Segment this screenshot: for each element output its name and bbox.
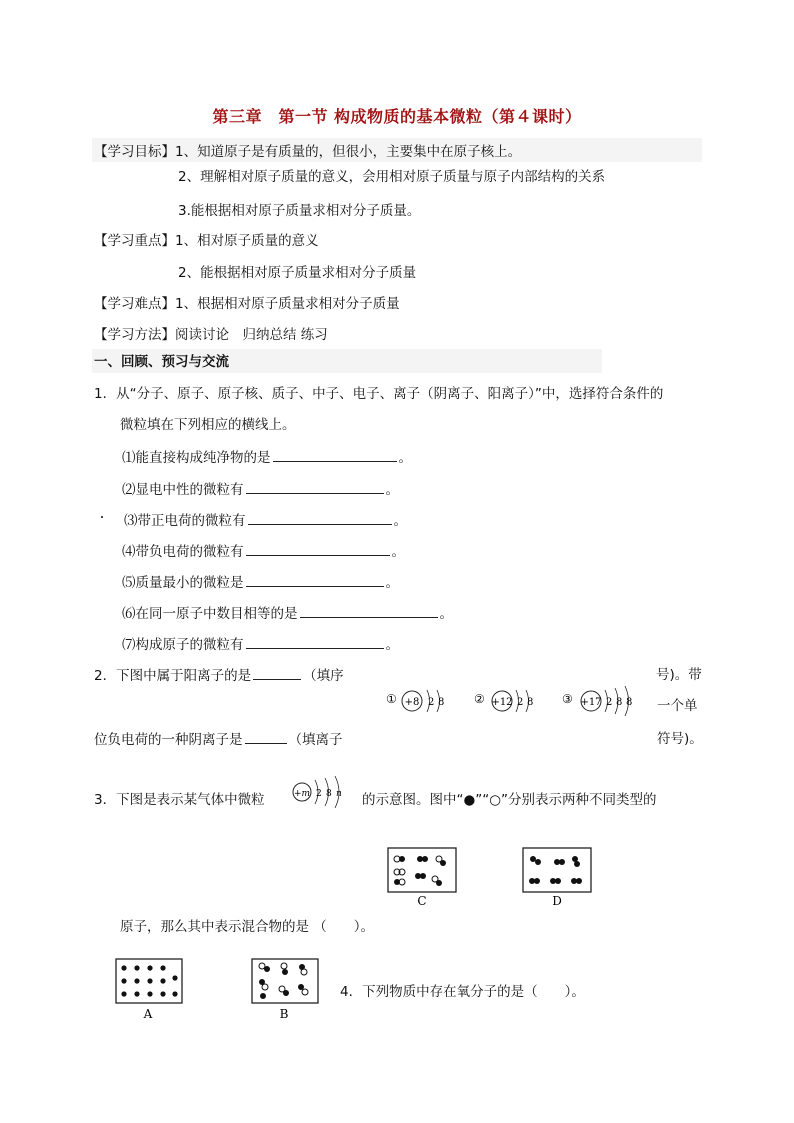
q2-text: （填序: [303, 668, 344, 684]
shell-electrons: 2: [428, 697, 435, 708]
box-frame: [523, 848, 591, 892]
shell-electrons: 8: [626, 697, 633, 708]
item-text: ⑺构成原子的微粒有: [122, 637, 244, 653]
ion-structure-diagrams: [380, 684, 650, 724]
atom-solid: [134, 965, 139, 970]
item-text: ⑷带负电荷的微粒有: [122, 544, 244, 560]
diagram-number: ①: [386, 692, 397, 706]
answer-blank[interactable]: [300, 604, 438, 618]
box-frame: [388, 848, 456, 892]
objective-item: 2、理解相对原子质量的意义，会用相对原子质量与原子内部结构的关系: [178, 169, 606, 185]
question-2-line: [94, 666, 344, 685]
nucleus-charge: +17: [580, 697, 602, 708]
atom-solid: [160, 965, 165, 970]
particle-box-d: [520, 845, 610, 907]
particle-box-c: [385, 845, 475, 907]
item-end: 。: [439, 606, 453, 622]
item-end: 。: [385, 575, 399, 591]
item-text: ⑴能直接构成纯净物的是: [122, 450, 271, 466]
atom-solid: [147, 991, 152, 996]
answer-blank[interactable]: [248, 511, 392, 525]
q2-right-text: 号)。带: [656, 667, 702, 683]
atom-solid: [555, 878, 561, 884]
box-label: C: [417, 894, 427, 908]
particle-box-b: [249, 956, 339, 1022]
objectives-row: [94, 143, 521, 161]
question-1-item: [122, 604, 453, 623]
atom-solid: [422, 856, 428, 862]
q2-text: 2．下图中属于阳离子的是: [94, 668, 252, 684]
shell-electrons: 8: [438, 697, 445, 708]
objectives-tag: 【学习目标】: [94, 144, 175, 160]
method-row: [94, 326, 328, 344]
item-end: 。: [385, 482, 399, 498]
atom-solid: [534, 878, 540, 884]
atom-structure-icon: [288, 775, 352, 815]
answer-blank[interactable]: [246, 573, 384, 587]
key-points-row: [94, 232, 319, 250]
question-3-stem-end: 原子，那么其中表示混合物的是 （ ）。: [120, 919, 375, 935]
atom-hollow: [281, 963, 287, 969]
ion-diagram-3: [562, 686, 632, 716]
question-1-stem: 1．从“分子、原子、原子核、质子、中子、电子、离子（阴离子、阳离子）”中，选择符合条件的: [94, 386, 664, 402]
item-text: ⑵显电中性的微粒有: [122, 482, 244, 498]
item-text: ⑹在同一原子中数目相等的是: [122, 606, 298, 622]
atom-solid: [121, 991, 126, 996]
ion-diagram-1: [386, 690, 444, 712]
atom-hollow: [262, 984, 268, 990]
box-label: A: [143, 1007, 153, 1021]
diagram-number: ③: [562, 692, 573, 706]
q2-right-text: 一个单: [657, 698, 698, 714]
atom-solid: [147, 965, 152, 970]
shell-electrons: n: [336, 789, 342, 799]
atom-hollow: [302, 989, 308, 995]
question-1-item: [122, 542, 405, 561]
question-1-item: [122, 448, 412, 467]
q2-text: 位负电荷的一种阴离子是: [94, 732, 243, 748]
atom-solid: [160, 978, 165, 983]
atom-hollow: [301, 969, 307, 975]
item-end: 。: [391, 544, 405, 560]
diagram-number: ②: [474, 692, 485, 706]
objective-item: 3.能根据相对原子质量求相对分子质量。: [178, 203, 421, 219]
atom-solid: [260, 993, 266, 999]
question-4-stem: 4．下列物质中存在氧分子的是（ ）。: [340, 984, 585, 1000]
atom-solid: [530, 856, 536, 862]
item-end: 。: [398, 450, 412, 466]
nucleus-charge: +8: [404, 697, 420, 708]
atom-solid: [576, 878, 582, 884]
atom-hollow: [259, 963, 265, 969]
item-end: 。: [385, 637, 399, 653]
stray-dot: [101, 516, 103, 518]
atom-solid: [440, 860, 446, 866]
answer-blank[interactable]: [246, 635, 384, 649]
atom-solid: [172, 991, 177, 996]
atom-solid: [172, 975, 177, 980]
atom-solid: [436, 880, 442, 886]
atom-solid: [134, 978, 139, 983]
atom-solid: [283, 990, 289, 996]
section-heading: 一、回顾、预习与交流: [94, 354, 229, 370]
item-text: ⑸质量最小的微粒是: [122, 575, 244, 591]
question-2-line: [94, 730, 343, 749]
difficulty-tag: 【学习难点】: [94, 296, 175, 312]
shell-electrons: 2: [606, 697, 613, 708]
question-1-item: [124, 511, 407, 530]
method-tag: 【学习方法】: [94, 327, 175, 343]
atom-solid: [121, 965, 126, 970]
key-point-item: 1、相对原子质量的意义: [175, 233, 319, 249]
atom-solid: [160, 991, 165, 996]
question-1-item: [122, 573, 399, 592]
difficulty-text: 1、根据相对原子质量求相对分子质量: [175, 296, 400, 312]
answer-blank[interactable]: [245, 730, 287, 744]
key-points-tag: 【学习重点】: [94, 233, 175, 249]
q2-right-text: 符号)。: [657, 731, 703, 747]
answer-blank[interactable]: [253, 666, 301, 680]
box-label: B: [279, 1007, 289, 1021]
item-text: ⑶带正电荷的微粒有: [124, 513, 246, 529]
box-label: D: [552, 894, 562, 908]
nucleus-charge: +12: [491, 697, 513, 708]
shell-electrons: 8: [616, 697, 623, 708]
question-1-item: [122, 480, 399, 499]
atom-solid: [399, 856, 405, 862]
question-1-item: [122, 635, 399, 654]
shell-electrons: 8: [527, 697, 534, 708]
shell-electrons: 8: [326, 789, 332, 799]
atom-solid: [559, 859, 565, 865]
answer-blank[interactable]: [246, 542, 390, 556]
q2-text: （填离子: [288, 732, 343, 748]
method-text: 阅读讨论 归纳总结 练习: [175, 327, 328, 343]
atom-solid: [147, 978, 152, 983]
atom-solid: [282, 969, 288, 975]
atom-solid: [535, 859, 541, 865]
objective-item: 1、知道原子是有质量的，但很小，主要集中在原子核上。: [175, 144, 522, 160]
shell-electrons: 2: [316, 789, 322, 799]
question-3-stem: 3．下图是表示某气体中微粒: [94, 792, 265, 808]
answer-blank[interactable]: [273, 448, 397, 462]
key-point-item: 2、能根据相对原子质量求相对分子质量: [178, 265, 417, 281]
atom-solid: [264, 966, 270, 972]
question-1-stem-cont: 微粒填在下列相应的横线上。: [120, 417, 296, 433]
atom-solid: [420, 873, 426, 879]
answer-blank[interactable]: [246, 480, 384, 494]
item-end: 。: [393, 513, 407, 529]
ion-diagram-2: [474, 690, 533, 712]
atom-solid: [134, 991, 139, 996]
atom-solid: [121, 978, 126, 983]
question-3-stem-cont: 的示意图。图中“●”“○”分别表示两种不同类型的: [362, 792, 657, 808]
difficulty-row: [94, 295, 400, 313]
atom-solid: [574, 861, 580, 867]
particle-box-a: [113, 956, 203, 1022]
page-title: 第三章 第一节 构成物质的基本微粒（第４课时）: [212, 107, 582, 126]
nucleus-charge: +m: [293, 789, 311, 799]
shell-electrons: 2: [517, 697, 524, 708]
